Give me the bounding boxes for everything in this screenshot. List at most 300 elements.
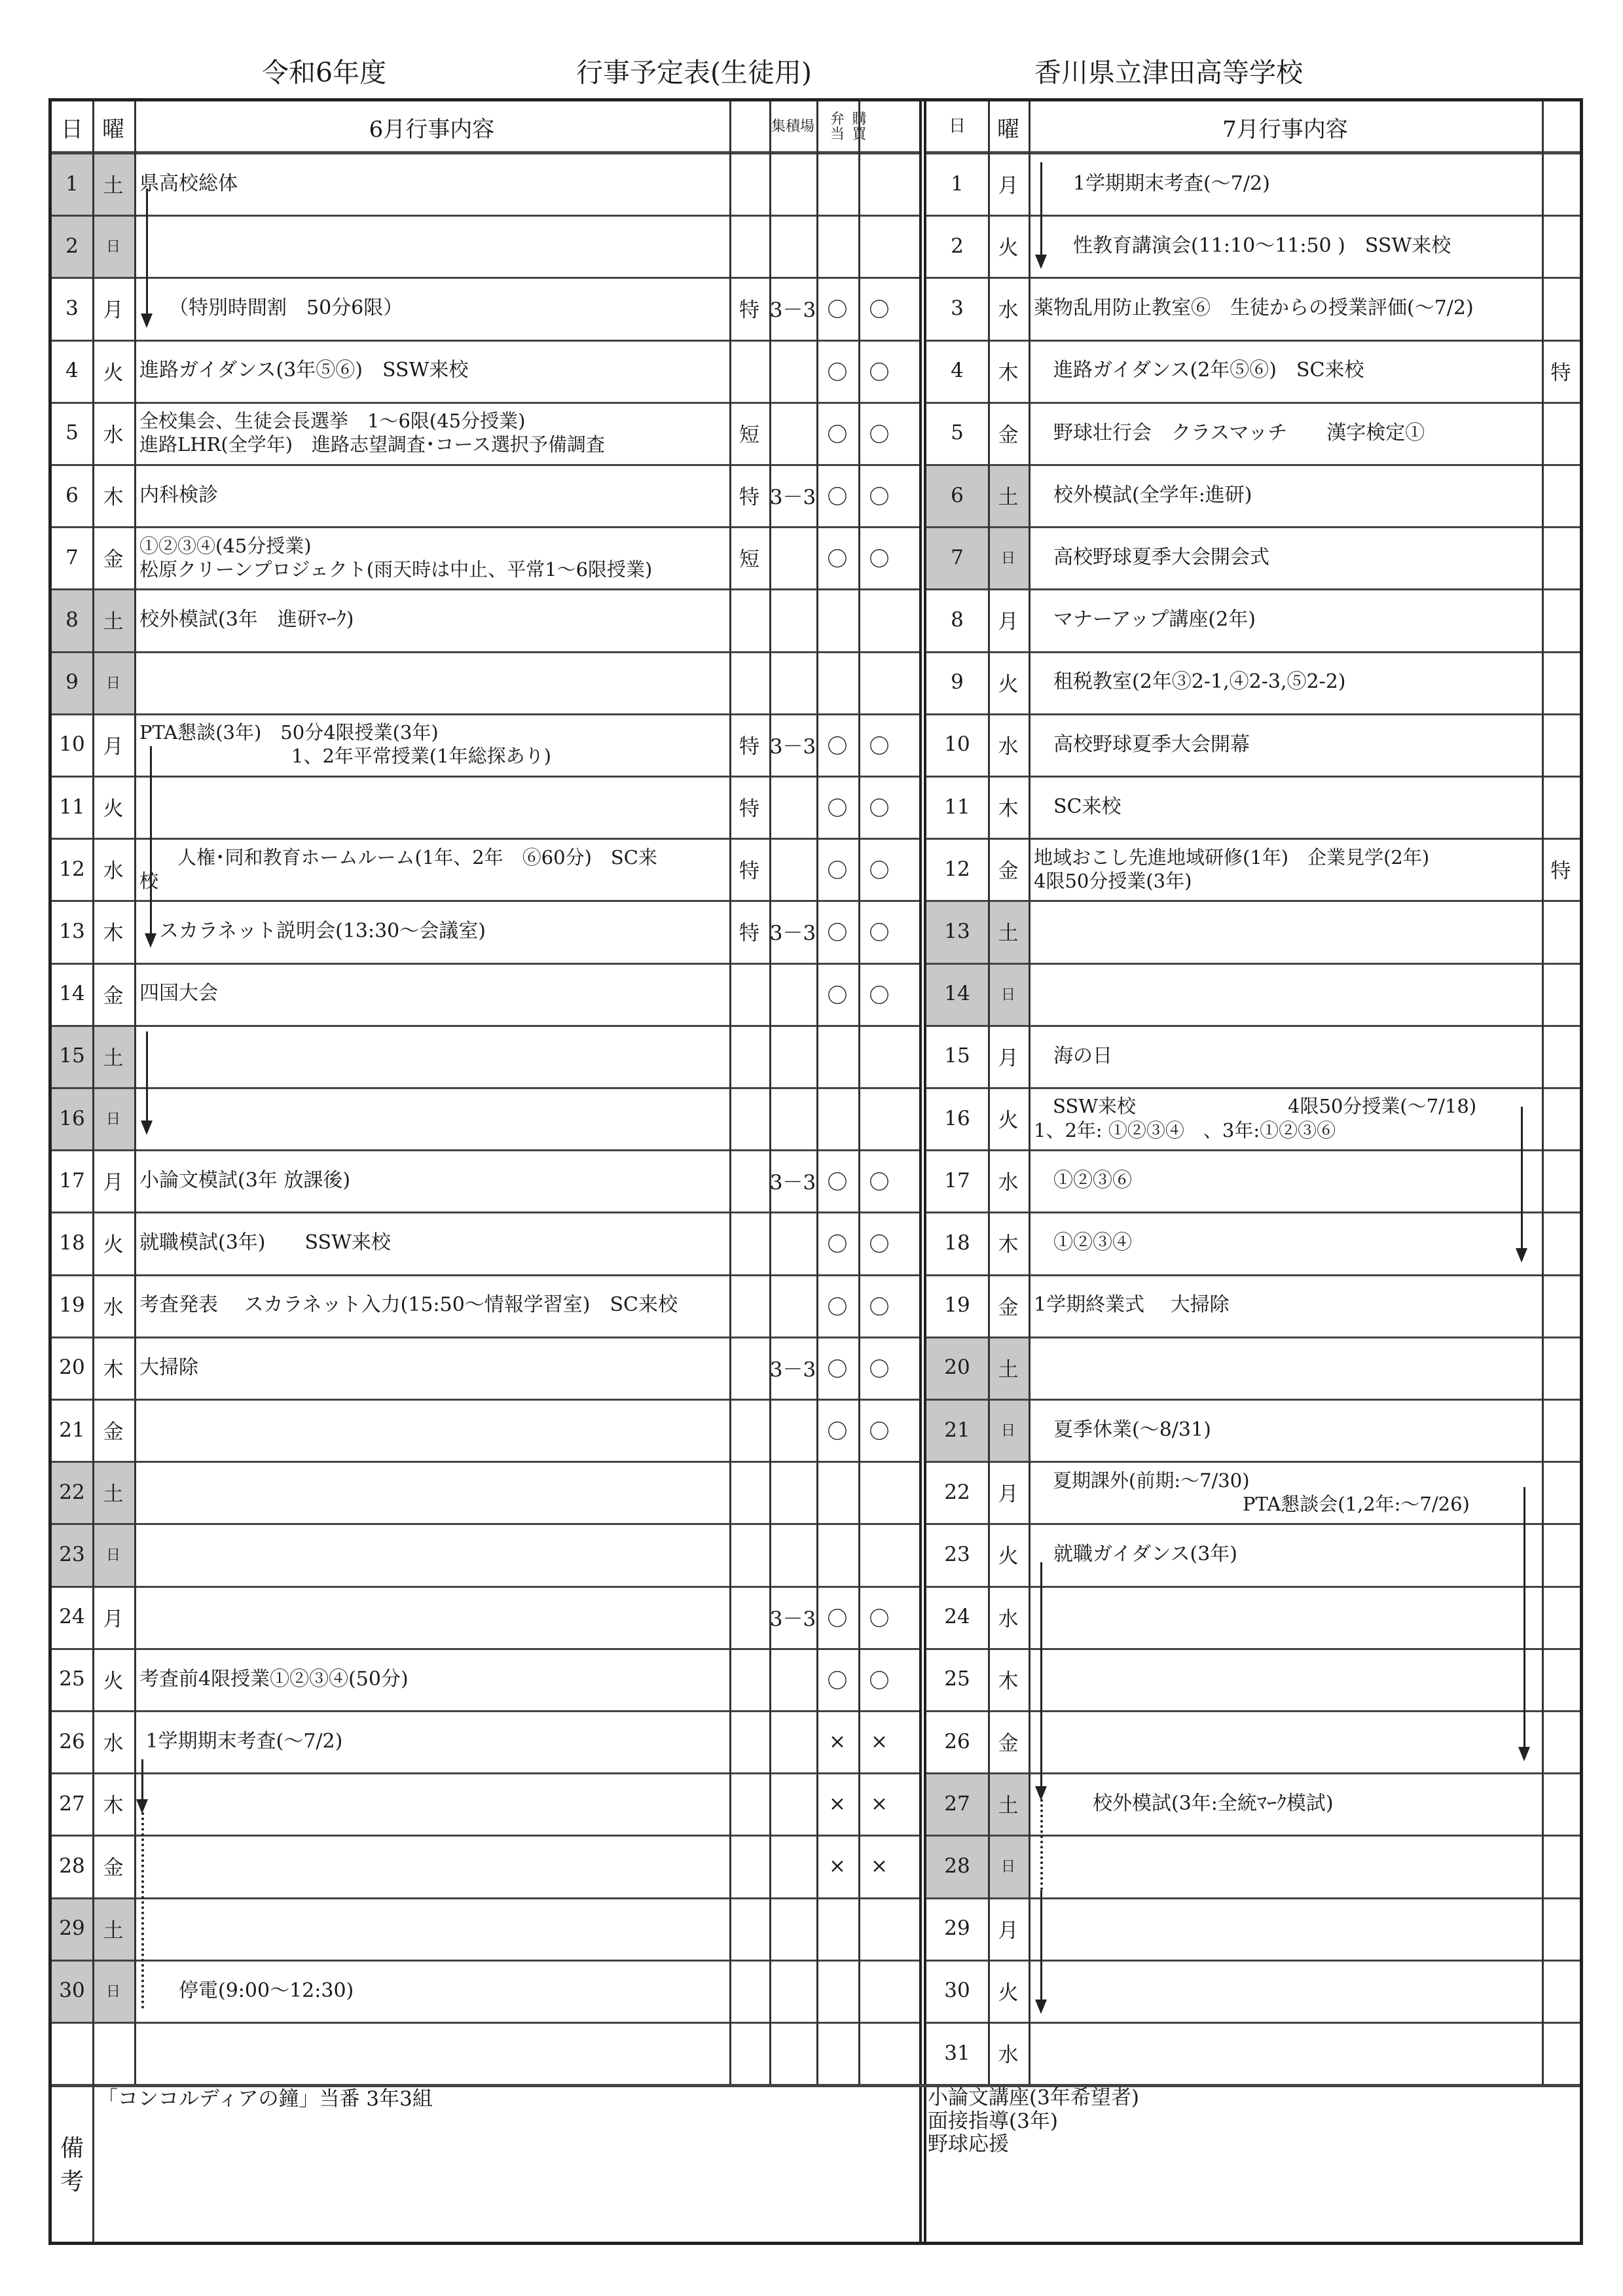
july-day-number: 2	[951, 234, 964, 258]
header-july-day: 日	[948, 117, 966, 137]
july-timetable-mark	[1542, 464, 1580, 526]
june-timetable-mark	[729, 1025, 769, 1087]
june-weekday: 水	[103, 1295, 124, 1319]
july-timetable-mark	[1542, 1087, 1580, 1149]
june-shop-mark: 〇	[869, 423, 890, 447]
june-weekday: 火	[103, 1233, 124, 1257]
june-weekday: 水	[103, 859, 124, 884]
june-event-text	[139, 1523, 729, 1585]
july-event-text: 校外模試(全学年:進研)	[1034, 483, 1252, 507]
july-event-text: 校外模試(3年:全統ﾏｰｸ模試)	[1034, 1792, 1334, 1816]
june-gather-place	[769, 215, 816, 277]
june-gather-place	[769, 1835, 816, 1897]
july-timetable-mark	[1542, 2022, 1580, 2084]
june-day-number: 4	[65, 359, 79, 383]
july-day-number: 30	[944, 1979, 970, 2003]
arrow-june-1-3-head	[141, 314, 153, 328]
june-timetable-mark	[729, 215, 769, 277]
july-event-text: 就職ガイダンス(3年)	[1034, 1543, 1237, 1566]
july-weekday: 土	[998, 486, 1019, 510]
july-event-text: ①②③④	[1034, 1231, 1132, 1255]
june-event-text: 大掃除	[139, 1355, 198, 1379]
june-day-number: 20	[59, 1355, 85, 1380]
july-timetable-mark	[1542, 215, 1580, 277]
july-timetable-mark	[1542, 651, 1580, 713]
arrow-june-1-3	[146, 188, 148, 316]
june-weekday: 日	[105, 1983, 120, 2000]
june-event-text	[139, 215, 729, 277]
june-event-text: 就職模試(3年) SSW来校	[139, 1231, 391, 1255]
june-day-number: 6	[65, 483, 79, 507]
june-weekday: 水	[103, 423, 124, 447]
june-day-number: 30	[59, 1979, 85, 2003]
july-day-number: 7	[951, 545, 964, 569]
june-day-number: 5	[65, 421, 79, 445]
june-weekday: 土	[103, 1918, 124, 1943]
june-event-text	[139, 1835, 729, 1897]
header-gather: 集積場	[771, 118, 814, 135]
june-shop-mark	[858, 1897, 900, 1960]
arrow-july-16-18-head	[1516, 1248, 1527, 1263]
july-timetable-mark	[1542, 1648, 1580, 1710]
header-july-weekday: 曜	[997, 116, 1019, 143]
july-timetable-mark	[1542, 277, 1580, 339]
june-shop-mark: 〇	[869, 797, 890, 821]
july-timetable-mark	[1542, 1461, 1580, 1523]
july-event-text	[1034, 1835, 1542, 1897]
july-event-text: ①②③⑥	[1034, 1169, 1132, 1193]
july-event-text: SSW来校 4限50分授業(～7/18) 1、2年: ①②③④ 、3年:①②③⑥	[1034, 1095, 1477, 1141]
july-weekday: 木	[998, 361, 1019, 385]
june-timetable-mark	[729, 1336, 769, 1399]
title-document: 行事予定表(生徒用)	[576, 57, 812, 88]
june-timetable-mark	[729, 1461, 769, 1523]
june-shop-mark	[858, 152, 900, 215]
june-bento-mark: 〇	[827, 1420, 848, 1444]
june-day-number: 29	[59, 1916, 85, 1941]
june-timetable-mark	[729, 651, 769, 713]
july-event-text: 野球壮行会 クラスマッチ 漢字検定①	[1034, 421, 1425, 444]
header-june-events: 6月行事内容	[369, 116, 495, 143]
june-gather-place	[769, 1211, 816, 1274]
june-weekday: 金	[103, 1856, 124, 1880]
footer-label: 備 考	[60, 2134, 84, 2195]
june-shop-mark: 〇	[869, 922, 890, 946]
june-event-text: 内科検診	[139, 483, 218, 507]
june-timetable-mark: 特	[739, 859, 759, 884]
june-day-number: 22	[59, 1480, 85, 1504]
june-bento-mark: ×	[829, 1791, 846, 1816]
june-day-number: 27	[59, 1791, 85, 1816]
june-gather-place	[769, 152, 816, 215]
june-day-number: 14	[59, 982, 85, 1006]
june-shop-mark: 〇	[869, 859, 890, 884]
july-timetable-mark	[1542, 152, 1580, 215]
june-weekday: 金	[103, 548, 124, 572]
june-weekday: 月	[103, 1171, 124, 1195]
july-day-number: 1	[951, 171, 964, 196]
july-timetable-mark	[1542, 1835, 1580, 1897]
june-timetable-mark	[729, 1960, 769, 2022]
july-weekday: 水	[998, 1607, 1019, 1631]
june-day-number: 3	[65, 296, 79, 320]
june-bento-mark	[816, 152, 858, 215]
july-day-number: 27	[944, 1791, 970, 1816]
july-day-number: 4	[951, 359, 964, 383]
june-bento-mark: 〇	[827, 361, 848, 385]
june-shop-mark: ×	[871, 1791, 888, 1816]
june-timetable-mark	[729, 340, 769, 402]
june-day-number: 11	[59, 795, 85, 819]
june-bento-mark	[816, 1523, 858, 1585]
july-event-text	[1034, 1336, 1542, 1399]
june-gather-place: 3－3	[769, 1357, 816, 1382]
june-event-text	[139, 1399, 729, 1461]
june-event-text	[139, 1586, 729, 1648]
june-event-text: 1学期期末考査(～7/2)	[139, 1729, 343, 1753]
june-day-number: 1	[65, 171, 79, 196]
june-weekday: 日	[105, 1111, 120, 1128]
june-bento-mark: ×	[829, 1729, 846, 1753]
july-timetable-mark: 特	[1550, 859, 1571, 884]
june-day-number: 13	[59, 919, 85, 943]
june-shop-mark: ×	[871, 1854, 888, 1878]
june-event-text	[139, 1025, 729, 1087]
june-bento-mark: 〇	[827, 1233, 848, 1257]
june-bento-mark: 〇	[827, 298, 848, 323]
july-event-text: マナーアップ講座(2年)	[1034, 608, 1256, 632]
arrow-june-dotted	[141, 1802, 144, 2009]
july-weekday: 木	[998, 1233, 1019, 1257]
june-shop-mark	[858, 215, 900, 277]
june-timetable-mark: 特	[739, 797, 759, 821]
july-timetable-mark	[1542, 1274, 1580, 1336]
schedule-table	[48, 98, 1583, 2245]
july-timetable-mark	[1542, 1149, 1580, 1211]
june-event-text: 四国大会	[139, 982, 218, 1005]
june-timetable-mark: 短	[739, 423, 759, 447]
july-event-text	[1034, 963, 1542, 1025]
july-event-text: 地域おこし先進地域研修(1年) 企業見学(2年) 4限50分授業(3年)	[1034, 846, 1430, 892]
july-day-number: 3	[951, 296, 964, 320]
july-timetable-mark	[1542, 1960, 1580, 2022]
june-shop-mark: 〇	[869, 1607, 890, 1631]
july-weekday: 水	[998, 734, 1019, 759]
arrow-july-22-26-head	[1518, 1747, 1530, 1761]
june-shop-mark: 〇	[869, 1669, 890, 1693]
june-event-text: 考査前4限授業①②③④(50分)	[139, 1667, 409, 1691]
june-bento-mark: ×	[829, 1854, 846, 1878]
july-weekday: 日	[1000, 1423, 1015, 1440]
july-event-text: SC来校	[1034, 795, 1122, 818]
june-gather-place: 3－3	[769, 734, 816, 759]
july-timetable-mark	[1542, 1336, 1580, 1399]
june-day-number: 16	[59, 1106, 85, 1130]
july-timetable-mark	[1542, 1772, 1580, 1835]
june-shop-mark	[858, 651, 900, 713]
june-day-number: 2	[65, 234, 79, 258]
june-bento-mark	[816, 1897, 858, 1960]
june-bento-mark: 〇	[827, 1171, 848, 1195]
june-weekday: 火	[103, 1669, 124, 1693]
footer-june-note: 「コンコルディアの鐘」当番 3年3組	[98, 2087, 433, 2111]
july-day-number: 8	[951, 607, 964, 632]
june-bento-mark	[816, 1461, 858, 1523]
june-day-number: 23	[59, 1542, 85, 1566]
july-event-text: 海の日	[1034, 1044, 1112, 1067]
june-bento-mark: 〇	[827, 984, 848, 1008]
july-weekday: 日	[1000, 1859, 1015, 1876]
june-event-text	[139, 1087, 729, 1149]
june-day-number: 12	[59, 857, 85, 881]
header-shop: 購 買	[852, 111, 867, 143]
june-timetable-mark	[729, 1399, 769, 1461]
july-weekday: 金	[998, 1732, 1019, 1756]
june-gather-place	[769, 651, 816, 713]
july-timetable-mark	[1542, 1211, 1580, 1274]
july-event-text: 進路ガイダンス(2年⑤⑥) SC来校	[1034, 359, 1364, 382]
june-event-text: ①②③④(45分授業) 松原クリーンプロジェクト(雨天時は中止、平常1～6限授業)	[139, 534, 653, 581]
june-day-number: 18	[59, 1230, 85, 1255]
july-weekday: 火	[998, 1981, 1019, 2005]
june-day-number: 21	[59, 1418, 85, 1442]
june-shop-mark: 〇	[869, 298, 890, 323]
july-event-text: 高校野球夏季大会開幕	[1034, 732, 1250, 756]
june-gather-place	[769, 1772, 816, 1835]
july-weekday: 火	[998, 1109, 1019, 1133]
june-event-text: 校外模試(3年 進研ﾏｰｸ)	[139, 608, 354, 632]
july-weekday: 土	[998, 1357, 1019, 1382]
june-event-text: 小論文模試(3年 放課後)	[139, 1169, 351, 1193]
july-event-text: 1学期終業式 大掃除	[1034, 1293, 1230, 1317]
july-day-number: 15	[944, 1044, 970, 1068]
june-day-number: 24	[59, 1605, 85, 1629]
june-gather-place	[769, 1960, 816, 2022]
june-day-number: 26	[59, 1729, 85, 1753]
july-event-text: 高校野球夏季大会開会式	[1034, 546, 1269, 569]
arrow-july-1-2	[1040, 162, 1042, 257]
june-gather-place	[769, 340, 816, 402]
july-event-text	[1034, 1586, 1542, 1648]
july-weekday: 土	[998, 1794, 1019, 1818]
july-weekday: 日	[1000, 986, 1015, 1003]
june-timetable-mark	[729, 1648, 769, 1710]
june-bento-mark: 〇	[827, 734, 848, 759]
june-weekday: 月	[103, 298, 124, 323]
july-day-number: 25	[944, 1667, 970, 1691]
june-shop-mark	[858, 1461, 900, 1523]
june-gather-place: 3－3	[769, 1607, 816, 1631]
july-event-text: 1学期期末考査(～7/2)	[1034, 171, 1270, 195]
june-event-text	[139, 1897, 729, 1960]
header-day: 日	[61, 116, 83, 143]
arrow-june-14-16	[146, 1031, 148, 1123]
july-day-number: 20	[944, 1355, 970, 1380]
july-event-text	[1034, 1897, 1542, 1960]
june-shop-mark	[858, 588, 900, 651]
june-weekday: 日	[105, 239, 120, 256]
june-timetable-mark	[729, 152, 769, 215]
june-day-number: 9	[65, 670, 79, 694]
june-event-text: 人権･同和教育ホームルーム(1年、2年 ⑥60分) SC来 校	[139, 846, 657, 892]
july-timetable-mark	[1542, 1586, 1580, 1648]
july-timetable-mark	[1542, 1710, 1580, 1772]
arrow-june-26	[141, 1759, 143, 1802]
july-event-text: 租税教室(2年③2-1,④2-3,⑤2-2)	[1034, 670, 1346, 694]
july-day-number: 22	[944, 1480, 970, 1504]
june-shop-mark: 〇	[869, 1171, 890, 1195]
july-timetable-mark	[1542, 713, 1580, 776]
july-event-text	[1034, 900, 1542, 962]
june-weekday: 木	[103, 486, 124, 510]
june-timetable-mark: 特	[739, 734, 759, 759]
july-day-number: 6	[951, 483, 964, 507]
june-day-number: 7	[65, 545, 79, 569]
june-bento-mark: 〇	[827, 922, 848, 946]
july-day-number: 10	[944, 732, 970, 757]
june-gather-place	[769, 1274, 816, 1336]
july-timetable-mark	[1542, 588, 1580, 651]
june-shop-mark: 〇	[869, 984, 890, 1008]
july-weekday: 日	[1000, 550, 1015, 567]
column-line	[1029, 101, 1030, 2084]
june-event-text	[139, 1461, 729, 1523]
june-day-number: 28	[59, 1854, 85, 1878]
july-day-number: 5	[951, 421, 964, 445]
june-event-text: （特別時間割 50分6限）	[139, 296, 403, 320]
june-day-number: 25	[59, 1667, 85, 1691]
june-bento-mark	[816, 588, 858, 651]
july-weekday: 水	[998, 2043, 1019, 2068]
june-day-number: 17	[59, 1168, 85, 1193]
july-timetable-mark: 特	[1550, 361, 1571, 385]
june-gather-place	[769, 1461, 816, 1523]
june-event-text	[139, 651, 729, 713]
july-weekday: 水	[998, 1171, 1019, 1195]
june-timetable-mark	[729, 1586, 769, 1648]
june-gather-place	[769, 588, 816, 651]
june-weekday: 月	[103, 1607, 124, 1631]
june-weekday: 火	[103, 797, 124, 821]
june-day-number: 10	[59, 732, 85, 757]
header-july-events: 7月行事内容	[1222, 116, 1348, 143]
june-event-text: 進路ガイダンス(3年⑤⑥) SSW来校	[139, 359, 469, 382]
june-gather-place	[769, 1087, 816, 1149]
june-event-text: 全校集会、生徒会長選挙 1～6限(45分授業) 進路LHR(全学年) 進路志望調査･コース選択予備調査	[139, 410, 606, 456]
june-shop-mark	[858, 1960, 900, 2022]
june-timetable-mark	[729, 1149, 769, 1211]
june-timetable-mark	[729, 963, 769, 1025]
june-timetable-mark	[729, 1772, 769, 1835]
june-weekday: 土	[103, 1482, 124, 1507]
june-bento-mark: 〇	[827, 1357, 848, 1382]
june-weekday: 火	[103, 361, 124, 385]
july-weekday: 火	[998, 1545, 1019, 1569]
june-shop-mark: 〇	[869, 734, 890, 759]
june-timetable-mark	[729, 1710, 769, 1772]
june-shop-mark: 〇	[869, 1420, 890, 1444]
july-day-number: 28	[944, 1854, 970, 1878]
june-weekday: 土	[103, 1046, 124, 1070]
july-event-text	[1034, 1648, 1542, 1710]
june-bento-mark	[816, 1087, 858, 1149]
arrow-july-28-30-head	[1035, 2000, 1047, 2014]
june-weekday: 木	[103, 1357, 124, 1382]
june-gather-place	[769, 1710, 816, 1772]
june-gather-place	[769, 1523, 816, 1585]
july-day-number: 9	[951, 670, 964, 694]
july-timetable-mark	[1542, 1897, 1580, 1960]
july-day-number: 19	[944, 1293, 970, 1318]
june-bento-mark: 〇	[827, 797, 848, 821]
july-timetable-mark	[1542, 900, 1580, 962]
july-timetable-mark	[1542, 526, 1580, 588]
june-gather-place	[769, 1897, 816, 1960]
june-event-text: 停電(9:00～12:30)	[139, 1979, 354, 2002]
june-shop-mark: ×	[871, 1729, 888, 1753]
july-timetable-mark	[1542, 963, 1580, 1025]
june-timetable-mark: 特	[739, 298, 759, 323]
june-timetable-mark	[729, 1274, 769, 1336]
june-gather-place	[769, 526, 816, 588]
june-event-text: 考査発表 スカラネット入力(15:50～情報学習室) SC来校	[139, 1293, 678, 1317]
june-timetable-mark	[729, 1897, 769, 1960]
june-gather-place	[769, 402, 816, 464]
june-bento-mark: 〇	[827, 486, 848, 510]
june-event-text	[139, 1772, 729, 1835]
june-shop-mark: 〇	[869, 1233, 890, 1257]
june-gather-place	[769, 1648, 816, 1710]
july-event-text: 性教育講演会(11:10～11:50 ) SSW来校	[1034, 234, 1451, 258]
june-bento-mark: 〇	[827, 859, 848, 884]
june-bento-mark	[816, 651, 858, 713]
july-day-number: 21	[944, 1418, 970, 1442]
june-shop-mark	[858, 1087, 900, 1149]
july-event-text: 夏期課外(前期:～7/30) PTA懇談会(1,2年:～7/26)	[1053, 1469, 1470, 1515]
june-bento-mark	[816, 1025, 858, 1087]
june-bento-mark: 〇	[827, 1607, 848, 1631]
july-event-text: 薬物乱用防止教室⑥ 生徒からの授業評価(～7/2)	[1034, 296, 1474, 320]
july-event-text	[1034, 1960, 1542, 2022]
july-day-number: 23	[944, 1542, 970, 1566]
july-day-number: 13	[944, 919, 970, 943]
june-gather-place: 3－3	[769, 486, 816, 510]
june-weekday: 金	[103, 984, 124, 1008]
june-timetable-mark: 短	[739, 548, 759, 572]
july-event-text	[1034, 2022, 1542, 2084]
arrow-july-22-26	[1523, 1487, 1525, 1749]
june-weekday: 月	[103, 734, 124, 759]
arrow-july-28-30	[1040, 1890, 1042, 2001]
july-weekday: 金	[998, 859, 1019, 884]
june-bento-mark: 〇	[827, 1295, 848, 1319]
arrow-july-16-18	[1521, 1107, 1523, 1251]
june-timetable-mark	[729, 1523, 769, 1585]
june-weekday: 水	[103, 1732, 124, 1756]
june-bento-mark: 〇	[827, 548, 848, 572]
june-shop-mark	[858, 1523, 900, 1585]
july-day-number: 11	[944, 795, 970, 819]
june-gather-place	[769, 776, 816, 838]
column-line	[134, 101, 136, 2084]
row-line	[52, 2022, 919, 2024]
arrow-june-10-13-head	[145, 933, 156, 948]
july-timetable-mark	[1542, 1399, 1580, 1461]
june-shop-mark	[858, 1025, 900, 1087]
june-timetable-mark	[729, 1211, 769, 1274]
june-bento-mark: 〇	[827, 1669, 848, 1693]
june-gather-place: 3－3	[769, 922, 816, 946]
